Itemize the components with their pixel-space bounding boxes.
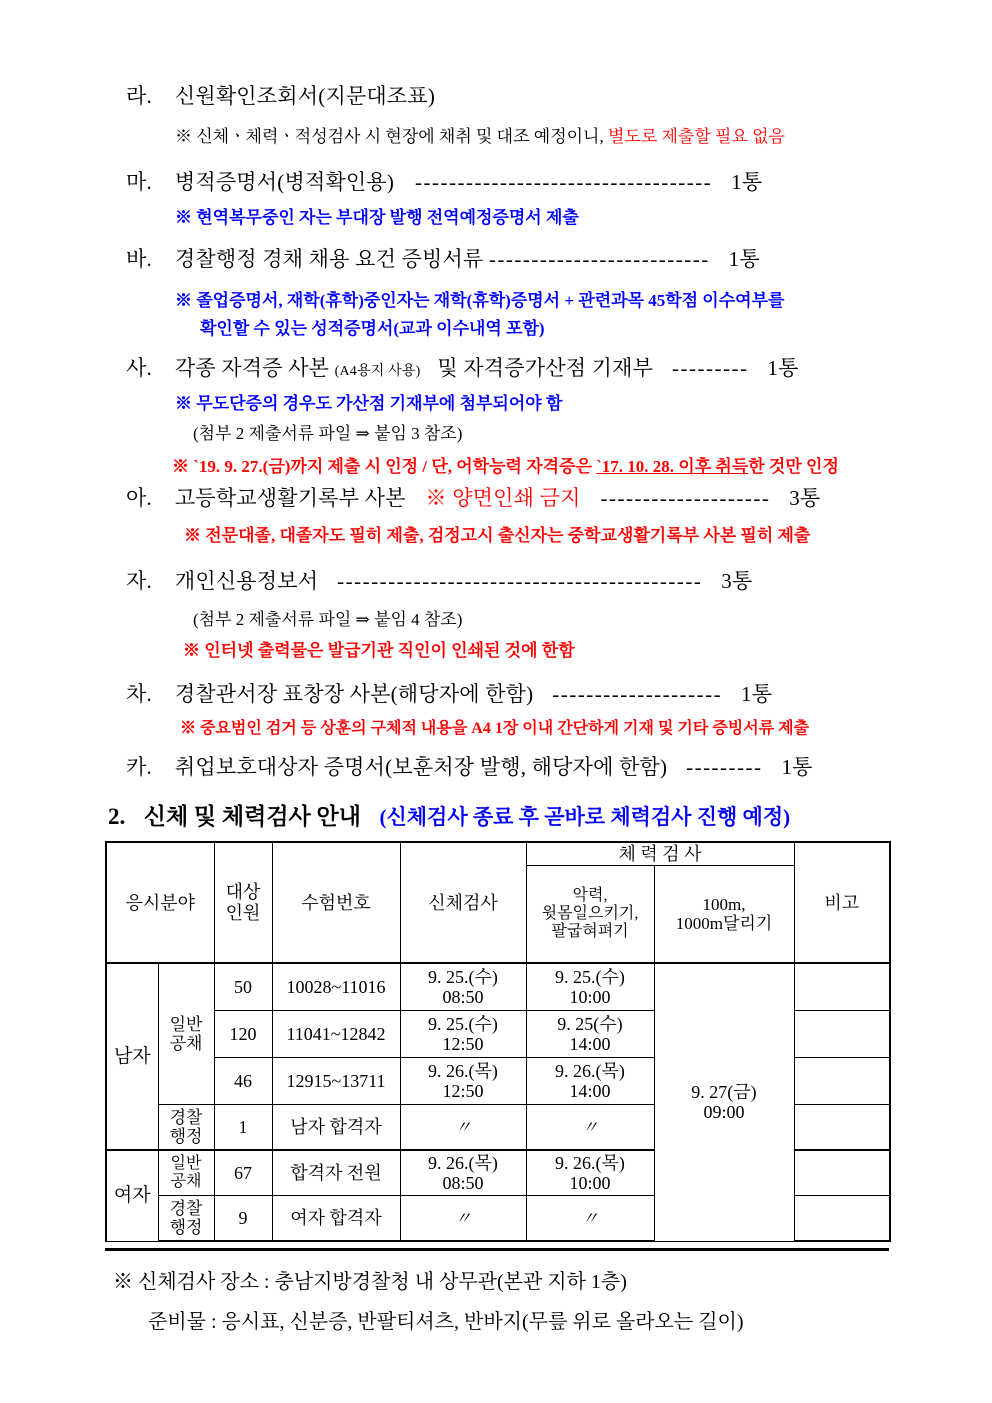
physical-m3-time: 12:50	[442, 1081, 484, 1102]
footer-note-location: ※ 신체검사 장소 : 충남지방경찰청 내 상무관(본관 지하 1층)	[113, 1271, 627, 1293]
list-title-ra: 신원확인조회서(지문대조표)	[174, 84, 436, 108]
category-male-general-l1: 일반	[169, 1015, 203, 1035]
header-fitness-b-l1: 100m,	[702, 895, 746, 915]
note-ra-1-prefix: ※ 신체ㆍ체력ㆍ적성검사 시 현장에 채취 및 대조 예정이니,	[175, 127, 604, 146]
leader-dots-ma: -----------------------------------	[415, 170, 713, 194]
category-male-general-l2: 공채	[169, 1034, 203, 1054]
section-2-subtitle: (신체검사 종료 후 곧바로 체력검사 진행 예정)	[379, 805, 791, 829]
remarks-f2	[794, 1196, 890, 1242]
fitness-a-f2: 〃	[526, 1196, 654, 1242]
header-fitness-a-l1: 악력,	[572, 887, 608, 905]
section-2-number: 2.	[108, 804, 126, 829]
category-male-police	[158, 1105, 214, 1151]
list-title-a-red: ※ 양면인쇄 금지	[425, 486, 581, 510]
category-female-police-l2: 행정	[169, 1218, 203, 1238]
count-f2: 9	[214, 1196, 272, 1242]
list-item-ka	[126, 751, 813, 781]
count-m3: 46	[214, 1058, 272, 1105]
category-male-general	[158, 963, 214, 1105]
list-title-ma: 병적증명서(병적확인용)	[174, 170, 395, 194]
leader-dots-ba: --------------------------	[488, 247, 710, 271]
fitness-a-m1-date: 9. 25.(수)	[555, 967, 625, 987]
header-fitness-b	[654, 866, 794, 964]
note-sa-3-prefix: ※ `19. 9. 27.(금)까지 제출 시 인정 / 단, 어학능력 자격증은	[172, 457, 597, 476]
exam-number-m1: 10028~11016	[272, 963, 400, 1011]
category-female-police-l1: 경찰	[169, 1199, 203, 1219]
header-fitness-a	[526, 866, 654, 964]
category-male-police-l1: 경찰	[169, 1108, 203, 1128]
note-ja-1: (첨부 2 제출서류 파일 ⇒ 붙임 4 참조)	[193, 610, 463, 629]
list-title-sa: 각종 자격증 사본	[174, 356, 330, 380]
list-title-cha: 경찰관서장 표창장 사본(해당자에 한함)	[174, 682, 534, 706]
fitness-a-m1-time: 10:00	[569, 987, 611, 1008]
header-fitness-b-l2: 1000m달리기	[675, 914, 773, 934]
exam-number-m2: 11041~12842	[272, 1011, 400, 1058]
exam-number-f2: 여자 합격자	[272, 1196, 400, 1242]
note-ma-1: ※ 현역복무중인 자는 부대장 발행 전역예정증명서 제출	[175, 208, 579, 227]
header-target-count	[214, 842, 272, 963]
list-marker-ka: 카.	[126, 755, 152, 779]
header-target-count-l2: 인원	[225, 902, 261, 923]
physical-f1	[400, 1150, 526, 1196]
physical-m1-time: 08:50	[442, 987, 484, 1008]
fitness-a-m3	[526, 1058, 654, 1105]
note-ra-1-highlight: 별도로 제출할 필요 없음	[607, 127, 785, 146]
note-cha-1: ※ 중요범인 검거 등 상훈의 구체적 내용을 A4 1장 이내 간단하게 기재 및 기타 증빙서류 제출	[180, 720, 810, 737]
category-male-police-l2: 행정	[169, 1127, 203, 1147]
count-ja: 3통	[721, 569, 753, 593]
exam-schedule-table	[105, 841, 891, 1242]
count-sa: 1통	[767, 356, 799, 380]
list-marker-cha: 차.	[126, 682, 152, 706]
physical-m1-date: 9. 25.(수)	[428, 967, 498, 987]
physical-m3	[400, 1058, 526, 1105]
note-sa-1: ※ 무도단증의 경우도 가산점 기재부에 첨부되어야 함	[175, 394, 563, 413]
fitness-b-date: 9. 27(금)	[691, 1082, 757, 1103]
list-title-sa-rest: 및 자격증가산점 기재부	[437, 356, 654, 380]
table-bottom-border	[105, 1248, 889, 1251]
count-ba: 1통	[728, 247, 760, 271]
remarks-m1	[794, 963, 890, 1011]
note-ba-1: ※ 졸업증명서, 재학(휴학)중인자는 재학(휴학)증명서 + 관련과목 45학점 이수여부를	[175, 291, 785, 310]
physical-m2-time: 12:50	[442, 1034, 484, 1055]
fitness-b-time: 09:00	[703, 1102, 745, 1123]
count-cha: 1통	[741, 682, 773, 706]
physical-m4: 〃	[400, 1105, 526, 1151]
list-item-ja	[126, 565, 752, 595]
remarks-m3	[794, 1058, 890, 1105]
leader-dots-ka: ---------	[686, 755, 763, 779]
exam-number-f1: 합격자 전원	[272, 1150, 400, 1196]
remarks-m4	[794, 1105, 890, 1151]
physical-m2-date: 9. 25.(수)	[428, 1014, 498, 1034]
list-marker-ba: 바.	[126, 247, 152, 271]
fitness-a-m2-time: 14:00	[569, 1034, 611, 1055]
count-ma: 1통	[731, 170, 763, 194]
physical-f2: 〃	[400, 1196, 526, 1242]
count-a: 3통	[789, 486, 821, 510]
list-item-ma	[126, 166, 762, 196]
list-title-a: 고등학교생활기록부 사본	[174, 486, 406, 510]
list-item-ra	[126, 80, 435, 110]
section-2-title: 신체 및 체력검사 안내	[143, 804, 361, 829]
note-sa-3	[172, 452, 839, 477]
fitness-a-m3-date: 9. 26.(목)	[555, 1061, 625, 1081]
list-marker-ra: 라.	[126, 84, 152, 108]
note-ba-2: 확인할 수 있는 성적증명서(교과 이수내역 포함)	[200, 319, 545, 338]
count-m4: 1	[214, 1105, 272, 1151]
list-title-ka: 취업보호대상자 증명서(보훈처장 발행, 해당자에 한함)	[174, 755, 668, 779]
fitness-a-m1	[526, 963, 654, 1011]
leader-dots-sa: ---------	[672, 356, 749, 380]
note-ja-2: ※ 인터넷 출력물은 발급기관 직인이 인쇄된 것에 한함	[183, 641, 575, 660]
list-item-sa	[126, 352, 799, 382]
footer-note-items: 준비물 : 응시표, 신분증, 반팔티셔츠, 반바지(무릎 위로 올라오는 길이)	[148, 1311, 744, 1333]
physical-m2	[400, 1011, 526, 1058]
category-female-police	[158, 1196, 214, 1242]
fitness-a-f1-time: 10:00	[569, 1173, 611, 1194]
header-fitness-a-l3: 팔굽혀펴기	[551, 923, 629, 941]
note-sa-2: (첨부 2 제출서류 파일 ⇒ 붙임 3 참조)	[193, 424, 463, 443]
physical-f1-time: 08:50	[442, 1173, 484, 1194]
exam-number-m3: 12915~13711	[272, 1058, 400, 1105]
physical-m3-date: 9. 26.(목)	[428, 1061, 498, 1081]
leader-dots-cha: --------------------	[552, 682, 723, 706]
header-exam-number: 수험번호	[272, 842, 400, 963]
fitness-a-m3-time: 14:00	[569, 1081, 611, 1102]
header-physical-exam: 신체검사	[400, 842, 526, 963]
category-female-general-l2: 공채	[170, 1173, 202, 1191]
note-sa-3-suffix: 한 것만 인정	[748, 457, 839, 476]
remarks-m2	[794, 1011, 890, 1058]
table-row	[106, 963, 890, 1011]
category-female-general-l1: 일반	[170, 1155, 202, 1173]
count-f1: 67	[214, 1150, 272, 1196]
list-item-a	[126, 482, 820, 512]
table-header-row-1	[106, 842, 890, 866]
list-marker-sa: 사.	[126, 356, 152, 380]
fitness-a-m2-date: 9. 25(수)	[557, 1014, 623, 1034]
note-sa-3-underlined: `17. 10. 28. 이후 취득	[596, 457, 749, 476]
remarks-f1	[794, 1150, 890, 1196]
count-ka: 1통	[781, 755, 813, 779]
fitness-b-merged	[654, 963, 794, 1241]
list-title-ja: 개인신용정보서	[174, 569, 319, 593]
list-title-sa-small: (A4용지 사용)	[334, 364, 421, 379]
count-m1: 50	[214, 963, 272, 1011]
leader-dots-a: --------------------	[600, 486, 771, 510]
list-marker-ja: 자.	[126, 569, 152, 593]
category-female-general	[158, 1150, 214, 1196]
list-title-ba: 경찰행정 경채 채용 요건 증빙서류	[174, 247, 484, 271]
leader-dots-ja: -------------------------------------------	[337, 569, 703, 593]
physical-f1-date: 9. 26.(목)	[428, 1153, 498, 1173]
count-m2: 120	[214, 1011, 272, 1058]
fitness-a-m2	[526, 1011, 654, 1058]
section-2-heading	[108, 798, 790, 831]
header-field: 응시분야	[106, 842, 214, 963]
gender-label-female: 여자	[106, 1150, 158, 1241]
header-target-count-l1: 대상	[225, 882, 261, 903]
list-item-ba	[126, 243, 760, 273]
fitness-a-f1	[526, 1150, 654, 1196]
header-fitness-group: 체 력 검 사	[526, 842, 794, 866]
exam-schedule-table-wrapper	[105, 841, 891, 1242]
note-a-1: ※ 전문대졸, 대졸자도 필히 제출, 검정고시 출신자는 중학교생활기록부 사본 필히 제출	[184, 526, 811, 545]
fitness-a-m4: 〃	[526, 1105, 654, 1151]
fitness-a-f1-date: 9. 26.(목)	[555, 1153, 625, 1173]
gender-label-male: 남자	[106, 963, 158, 1150]
note-ra-1	[175, 122, 785, 147]
exam-number-m4: 남자 합격자	[272, 1105, 400, 1151]
physical-m1	[400, 963, 526, 1011]
list-marker-a: 아.	[126, 486, 152, 510]
header-remarks: 비고	[794, 842, 890, 963]
list-marker-ma: 마.	[126, 170, 152, 194]
header-fitness-a-l2: 윗몸일으키기,	[541, 905, 639, 923]
list-item-cha	[126, 678, 772, 708]
